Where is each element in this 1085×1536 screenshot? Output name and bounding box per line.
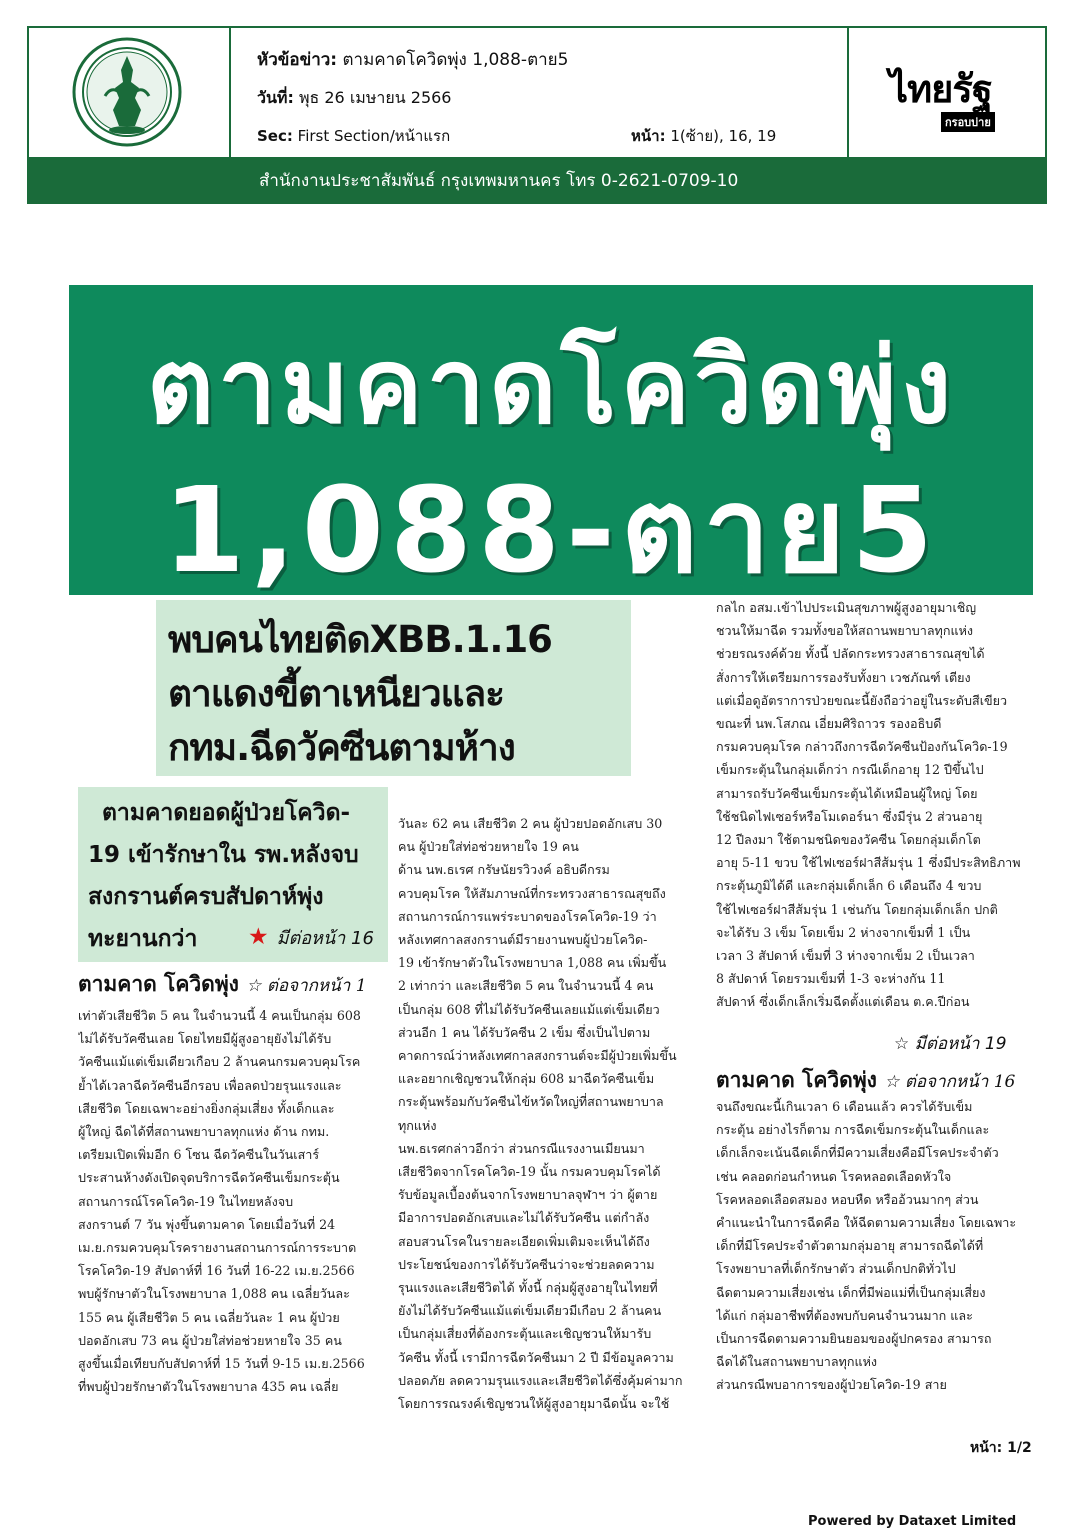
col1-kicker bbox=[78, 968, 367, 1001]
subhead-line: กทม.ฉีดวัคซีนตามห้าง bbox=[168, 726, 515, 769]
summary-more-ref: มีต่อหน้า 16 bbox=[276, 928, 374, 949]
text-line: วัคซีนแม้แต่เข็มเดียวเกือบ 2 ล้านคนกรมควบคุมโรค bbox=[78, 1054, 361, 1070]
text-line: ฉีดตามความเสี่ยงเช่น เด็กที่มีพ่อแม่ที่เป็นกลุ่มเสี่ยง bbox=[716, 1284, 986, 1300]
headline-value: ตามคาดโควิดพุ่ง 1,088-ตาย5 bbox=[342, 50, 569, 70]
text-line: วันละ 62 คน เสียชีวิต 2 คน ผู้ป่วยปอดอักเสบ 30 bbox=[398, 816, 663, 831]
text-line: สั่งการให้เตรียมการรองรับทั้งยา เวชภัณฑ์ เตียง bbox=[716, 669, 971, 685]
headline-line bbox=[257, 46, 568, 73]
text-line: สถานการณ์โรคโควิด-19 ในไทยหลังจบ bbox=[78, 1193, 294, 1209]
text-line: ด้าน นพ.ธเรศ กรัษนัยรวิวงค์ อธิบดีกรม bbox=[398, 862, 610, 878]
text-line: กระตุ้นภูมิได้ดี และกลุ่มเด็กเล็ก 6 เดือนถึง 4 ขวบ bbox=[716, 878, 982, 894]
text-line: ประสานห้างดังเปิดจุดบริการฉีดวัคซีนเข็มกระตุ้น bbox=[78, 1170, 340, 1186]
text-line: คน ผู้ป่วยใส่ท่อช่วยหายใจ 19 คน bbox=[398, 839, 579, 855]
headline-line-2: 1,088-ตาย5 bbox=[162, 461, 940, 595]
text-line: ปอดอักเสบ 73 คน ผู้ป่วยใส่ท่อช่วยหายใจ 35 คน bbox=[78, 1332, 342, 1348]
text-line: โรงพยาบาลที่เด็กรักษาตัว ส่วนเด็กปกติทั่วไป bbox=[716, 1261, 956, 1277]
page-number bbox=[970, 1437, 1032, 1459]
text-line: กระตุ้นพร้อมกับวัคซีนไข้หวัดใหญ่ที่สถานพยาบาล bbox=[398, 1094, 664, 1110]
headline-line-1: ตามคาดโควิดพุ่ง bbox=[146, 325, 956, 447]
text-line: คาดการณ์ว่าหลังเทศกาลสงกรานต์จะมีผู้ป่วยเพิ่มขึ้น bbox=[398, 1048, 677, 1063]
column-2 bbox=[398, 814, 710, 1414]
col3-more: ☆ มีต่อหน้า 19 bbox=[894, 1034, 1007, 1054]
col3-kicker bbox=[716, 1064, 1015, 1097]
page-line bbox=[631, 124, 776, 148]
text-line: โดยการรณรงค์เชิญชวนให้ผู้สูงอายุมาฉีดนั้น จะใช้ bbox=[398, 1396, 670, 1411]
col1-kicker-ref: ☆ ต่อจากหน้า 1 bbox=[246, 976, 367, 996]
subhead-line: ตาแดงขี้ตาเหนียวและ bbox=[168, 672, 505, 715]
text-line: จะได้รับ 3 เข็ม โดยเข็ม 2 ห่างจากเข็มที่ 1 เป็น bbox=[716, 924, 971, 940]
text-line: ใช้ชนิดไฟเซอร์หรือโมเดอร์นา ซึ่งมีรุ่น 2 ส่วนอายุ bbox=[716, 808, 983, 824]
red-star-icon: ★ bbox=[248, 924, 269, 950]
date-label: วันที่: bbox=[257, 88, 294, 107]
text-line: 12 ปีลงมา ใช้ตามชนิดของวัคซีน โดยกลุ่มเด็กโต bbox=[716, 832, 981, 847]
text-line: เวลา 3 สัปดาห์ เข็มที่ 3 ห่างจากเข็ม 2 เป็นเวลา bbox=[716, 948, 975, 963]
text-line: ฉีดได้ในสถานพยาบาลทุกแห่ง bbox=[716, 1354, 878, 1370]
page-number-value: 1/2 bbox=[1007, 1440, 1032, 1456]
headline-label: หัวข้อข่าว: bbox=[257, 50, 338, 70]
text-line: เช่น คลอดก่อนกำหนด โรคหลอดเลือดหัวใจ bbox=[716, 1168, 952, 1184]
date-line bbox=[257, 86, 451, 111]
newspaper-edition: กรอบบ่าย bbox=[941, 112, 995, 132]
summary-line: ทะยานกว่า bbox=[88, 926, 198, 952]
summary-line: ตามคาดยอดผู้ป่วยโควิด- bbox=[102, 800, 351, 826]
document-header bbox=[27, 26, 1047, 159]
main-headline bbox=[69, 285, 1033, 595]
text-line: ชวนให้มาฉีด รวมทั้งขอให้สถานพยาบาลทุกแห่ง bbox=[716, 623, 974, 639]
text-line: ใช้ไฟเซอร์ฝาสีส้มรุ่น 1 เช่นกัน โดยกลุ่มเด็กเล็ก ปกติ bbox=[716, 901, 998, 917]
text-line: ผู้ใหญ่ ฉีดได้ที่สถานพยาบาลทุกแห่ง ด้าน กทม. bbox=[78, 1124, 330, 1139]
text-line: ไม่ได้รับวัคซีนเลย โดยไทยมีผู้สูงอายุยังไม่ได้รับ bbox=[78, 1031, 332, 1047]
text-line: เด็กเล็กจะเน้นฉีดเด็กที่มีความเสี่ยงคือมีโรคประจำตัว bbox=[716, 1145, 999, 1161]
text-line: ขณะที่ นพ.โสภณ เอี่ยมศิริถาวร รองอธิบดี bbox=[716, 716, 942, 731]
text-line: เท่าตัวเสียชีวิต 5 คน ในจำนวนนี้ 4 คนเป็นกลุ่ม 608 bbox=[78, 1008, 361, 1023]
summary-more bbox=[248, 923, 374, 952]
text-line: นพ.ธเรศกล่าวอีกว่า ส่วนกรณีแรงงานเมียนมา bbox=[398, 1140, 645, 1156]
section-value: First Section/หน้าแรก bbox=[297, 127, 451, 145]
text-line: เป็นกลุ่มเสี่ยงที่ต้องกระตุ้นและเชิญชวนให้มารับ bbox=[398, 1326, 652, 1342]
powered-by: Powered by Dataxet Limited bbox=[808, 1514, 1017, 1529]
text-line: เป็นการฉีดตามความยินยอมของผู้ปกครอง สามารถ bbox=[716, 1331, 992, 1346]
text-line: ยังไม่ได้รับวัคซีนแม้แต่เข็มเดียวมีเกือบ 2 ล้านคน bbox=[398, 1303, 662, 1319]
text-line: สามารถรับวัคซีนเข็มกระตุ้นได้เหมือนผู้ใหญ่ โดย bbox=[716, 785, 978, 801]
text-line: เข็มกระตุ้นในกลุ่มเด็กว่า กรณีเด็กอายุ 12 ปีขึ้นไป bbox=[716, 762, 984, 778]
summary-box bbox=[78, 787, 388, 962]
text-line: ที่พบผู้ป่วยรักษาตัวในโรงพยาบาล 435 คน เฉลี่ย bbox=[78, 1379, 339, 1395]
text-line: อายุ 5-11 ขวบ ใช้ไฟเซอร์ฝาสีส้มรุ่น 1 ซึ่งมีประสิทธิภาพ bbox=[716, 855, 1021, 871]
text-line: ประโยชน์ของการได้รับวัคซีนว่าจะช่วยลดความ bbox=[398, 1256, 655, 1272]
page-label: หน้า: bbox=[631, 127, 666, 145]
column-3b bbox=[716, 1097, 1026, 1417]
section-line bbox=[257, 124, 450, 148]
text-line: เม.ย.กรมควบคุมโรครายงานสถานการณ์การระบาด bbox=[78, 1240, 357, 1255]
column-1 bbox=[78, 1006, 388, 1406]
text-line: จนถึงขณะนี้เกินเวลา 6 เดือนแล้ว ควรได้รับเข็ม bbox=[716, 1099, 973, 1114]
text-line: ช่วยรณรงค์ด้วย ทั้งนี้ ปลัดกระทรวงสาธารณสุขได้ bbox=[716, 646, 985, 662]
subhead-line: พบคนไทยติดXBB.1.16 bbox=[168, 618, 552, 661]
text-line: โรคโควิด-19 สัปดาห์ที่ 16 วันที่ 16-22 เม.ย.2566 bbox=[78, 1263, 355, 1279]
pr-office-bar: สำนักงานประชาสัมพันธ์ กรุงเทพมหานคร โทร 0-2621-0709-10 bbox=[27, 159, 1047, 204]
text-line: พบผู้รักษาตัวในโรงพยาบาล 1,088 คน เฉลี่ยวันละ bbox=[78, 1286, 350, 1302]
text-line: วัคซีน ทั้งนี้ เรามีการฉีดวัคซีนมา 2 ปี มีข้อมูลความ bbox=[398, 1349, 674, 1365]
info-cell bbox=[231, 28, 849, 157]
summary-line: 19 เข้ารักษาใน รพ.หลังจบ bbox=[88, 842, 359, 868]
text-line: 19 เข้ารักษาตัวในโรงพยาบาล 1,088 คน เพิ่มขึ้น bbox=[398, 955, 667, 971]
text-line: ส่วนกรณีพบอาการของผู้ป่วยโควิด-19 สาย bbox=[716, 1377, 947, 1393]
text-line: รับข้อมูลเบื้องต้นจากโรงพยาบาลจุฬาฯ ว่า ผู้ตาย bbox=[398, 1187, 658, 1203]
date-value: พุธ 26 เมษายน 2566 bbox=[298, 88, 452, 107]
text-line: กระตุ้น อย่างไรก็ตาม การฉีดเข็มกระตุ้นในเด็กและ bbox=[716, 1122, 990, 1138]
text-line: และอยากเชิญชวนให้กลุ่ม 608 มาฉีดวัคซีนเข็ม bbox=[398, 1071, 655, 1087]
text-line: 8 สัปดาห์ โดยรวมเข็มที่ 1-3 จะห่างกัน 11 bbox=[716, 971, 946, 987]
page-value: 1(ซ้าย), 16, 19 bbox=[670, 127, 777, 145]
col3-kicker-ref: ☆ ต่อจากหน้า 16 bbox=[884, 1072, 1016, 1092]
text-line: สถานการณ์การแพร่ระบาดของโรคโควิด-19 ว่า bbox=[398, 908, 657, 924]
text-line: แต่เมื่อดูอัตราการป่วยขณะนี้ยังถือว่าอยู่ในระดับสีเขียว bbox=[716, 692, 1008, 708]
text-line: กลไก อสม.เข้าไปประเมินสุขภาพผู้สูงอายุมาเชิญ bbox=[716, 600, 977, 615]
text-line: มีอาการปอดอักเสบและไม่ได้รับวัคซีน แต่กำลัง bbox=[398, 1210, 650, 1226]
column-3 bbox=[716, 598, 1026, 1018]
text-line: โรคหลอดเลือดสมอง หอบหืด หรืออ้วนมากๆ ส่วน bbox=[716, 1191, 979, 1207]
text-line: ปลอดภัย ลดความรุนแรงและเสียชีวิตได้ซึ่งคุ้มค่ามาก bbox=[398, 1372, 683, 1388]
text-line: ควบคุมโรค ให้สัมภาษณ์ที่กระทรวงสาธารณสุขถึง bbox=[398, 885, 666, 901]
text-line: คำแนะนำในการฉีดคือ ให้ฉีดตามความเสี่ยง โดยเฉพาะ bbox=[716, 1215, 1017, 1230]
summary-line: สงกรานต์ครบสัปดาห์พุ่ง bbox=[88, 884, 324, 910]
text-line: เด็กที่มีโรคประจำตัวตามกลุ่มอายุ สามารถฉีดได้ที่ bbox=[716, 1238, 984, 1254]
bangkok-seal-icon bbox=[71, 36, 183, 148]
text-line: สอบสวนโรคในรายละเอียดเพิ่มเติมจะเห็นได้ถึง bbox=[398, 1233, 650, 1249]
subheadline bbox=[156, 600, 631, 776]
text-line: เตรียมเปิดเพิ่มอีก 6 โซน ฉีดวัคซีนในวันเสาร์ bbox=[78, 1147, 320, 1163]
page-number-label: หน้า: bbox=[970, 1440, 1003, 1456]
text-line: กรมควบคุมโรค กล่าวถึงการฉีดวัคซีนป้องกันโควิด-19 bbox=[716, 739, 1008, 755]
text-line: สูงขึ้นเมื่อเทียบกับสัปดาห์ที่ 15 วันที่ 9-15 เม.ย.2566 bbox=[78, 1356, 365, 1371]
text-line: ได้แก่ กลุ่มอาชีพที่ต้องพบกับคนจำนวนมาก และ bbox=[716, 1307, 973, 1323]
text-line: 2 เท่ากว่า และเสียชีวิต 5 คน ในจำนวนนี้ 4 คน bbox=[398, 978, 654, 994]
brand-cell bbox=[849, 28, 1045, 157]
text-line: รุนแรงและเสียชีวิตได้ ทั้งนี้ กลุ่มผู้สูงอายุในไทยที่ bbox=[398, 1280, 658, 1295]
text-line: สงกรานต์ 7 วัน พุ่งขึ้นตามคาด โดยเมื่อวันที่ 24 bbox=[78, 1216, 336, 1232]
col3-kicker-title: ตามคาด โควิดพุ่ง bbox=[716, 1067, 877, 1092]
text-line: เสียชีวิต โดยเฉพาะอย่างยิ่งกลุ่มเสี่ยง ทั้งเด็กและ bbox=[78, 1100, 335, 1116]
col1-kicker-title: ตามคาด โควิดพุ่ง bbox=[78, 971, 239, 996]
logo-cell bbox=[29, 28, 231, 157]
text-line: ส่วนอีก 1 คน ได้รับวัคซีน 2 เข็ม ซึ่งเป็นไปตาม bbox=[398, 1024, 651, 1040]
text-line: ทุกแห่ง bbox=[398, 1117, 437, 1133]
newspaper-logo: ไทยรัฐ bbox=[889, 66, 992, 111]
section-label: Sec: bbox=[257, 127, 293, 145]
text-line: เป็นกลุ่ม 608 ที่ไม่ได้รับวัคซีนเลยแม้แต่เข็มเดียว bbox=[398, 1001, 660, 1017]
text-line: หลังเทศกาลสงกรานต์มีรายงานพบผู้ป่วยโควิด- bbox=[398, 932, 648, 947]
text-line: 155 คน ผู้เสียชีวิต 5 คน เฉลี่ยวันละ 1 คน ผู้ป่วย bbox=[78, 1309, 340, 1325]
text-line: เสียชีวิตจากโรคโควิด-19 นั้น กรมควบคุมโรคได้ bbox=[398, 1164, 661, 1179]
text-line: ย้ำได้เวลาฉีดวัคซีนอีกรอบ เพื่อลดป่วยรุนแรงและ bbox=[78, 1077, 342, 1093]
text-line: สัปดาห์ ซึ่งเด็กเล็กเริ่มฉีดตั้งแต่เดือน ต.ค.ปีก่อน bbox=[716, 994, 970, 1010]
